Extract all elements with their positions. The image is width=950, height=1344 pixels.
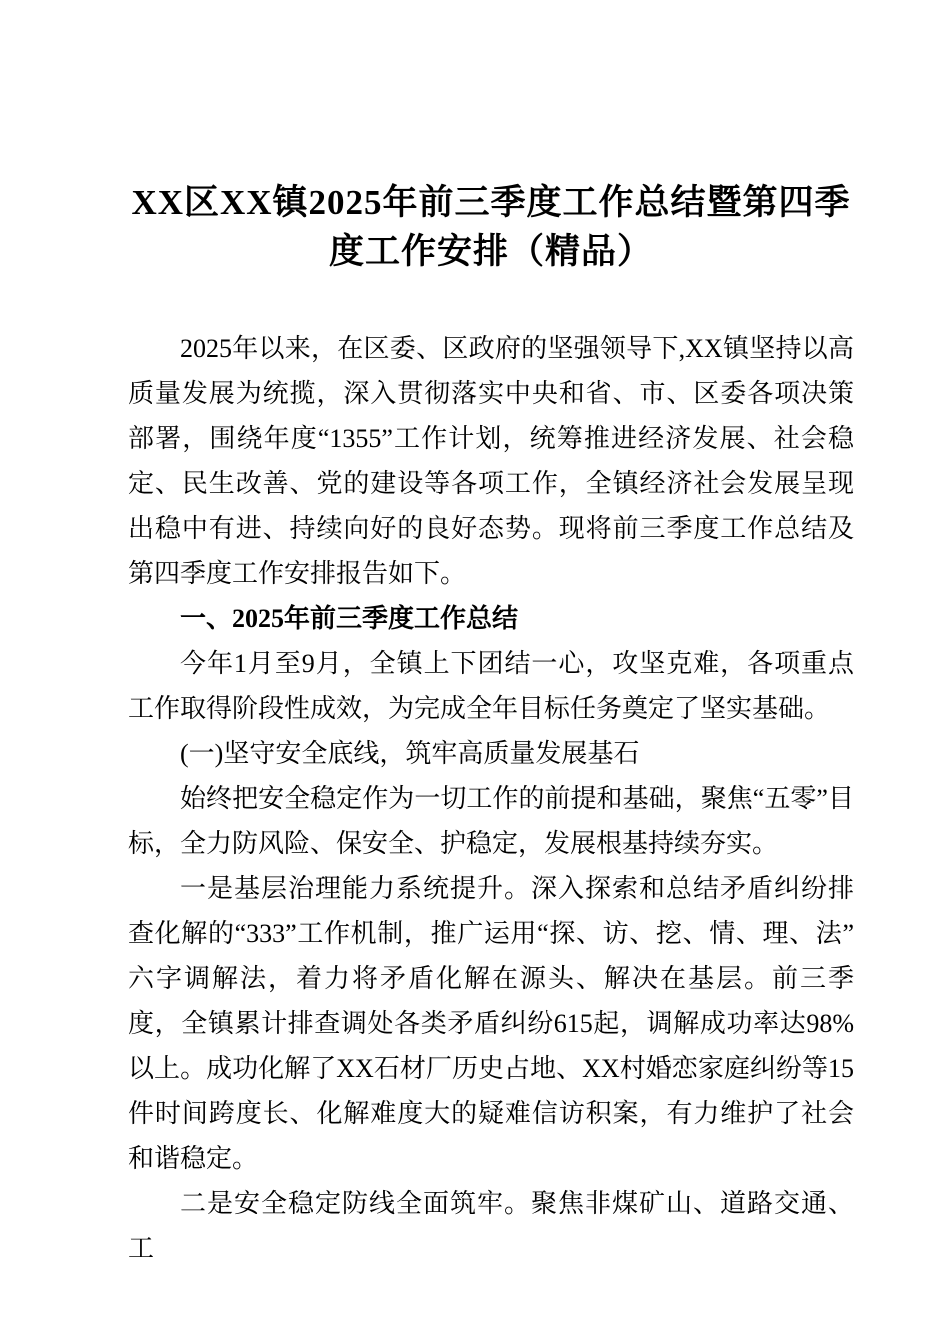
paragraph: 二是安全稳定防线全面筑牢。聚焦非煤矿山、道路交通、工: [128, 1189, 854, 1263]
paragraph: 2025年以来，在区委、区政府的坚强领导下,XX镇坚持以高质量发展为统揽，深入贯彻落实中央和省、市、区委各项决策部署，围绕年度“1355”工作计划，统筹推进经济发展、社会稳定、民生改善、党的建设等各项工作，全镇经济社会发展呈现出稳中有进、持续向好的良好态势。现将前三季度工作总结及第四季度工作安排报告如下。: [128, 334, 854, 588]
paragraph: 始终把安全稳定作为一切工作的前提和基础，聚焦“五零”目标，全力防风险、保安全、护稳定，发展根基持续夯实。: [128, 784, 854, 858]
document-title: XX区XX镇2025年前三季度工作总结暨第四季度工作安排（精品）: [131, 183, 851, 271]
section-heading: 一、2025年前三季度工作总结: [180, 604, 519, 633]
paragraph: 今年1月至9月，全镇上下团结一心，攻坚克难，各项重点工作取得阶段性成效，为完成全年目标任务奠定了坚实基础。: [128, 649, 854, 723]
document-body: [128, 326, 854, 1271]
sub-section-heading: (一)坚守安全底线，筑牢高质量发展基石: [180, 739, 640, 768]
paragraph: 一是基层治理能力系统提升。深入探索和总结矛盾纠纷排查化解的“333”工作机制，推广运用“探、访、挖、情、理、法”六字调解法，着力将矛盾化解在源头、解决在基层。前三季度，全镇累计排查调处各类矛盾纠纷615起，调解成功率达98%以上。成功化解了XX石材厂历史占地、XX村婚恋家庭纠纷等15件时间跨度长、化解难度大的疑难信访积案，有力维护了社会和谐稳定。: [128, 874, 854, 1173]
